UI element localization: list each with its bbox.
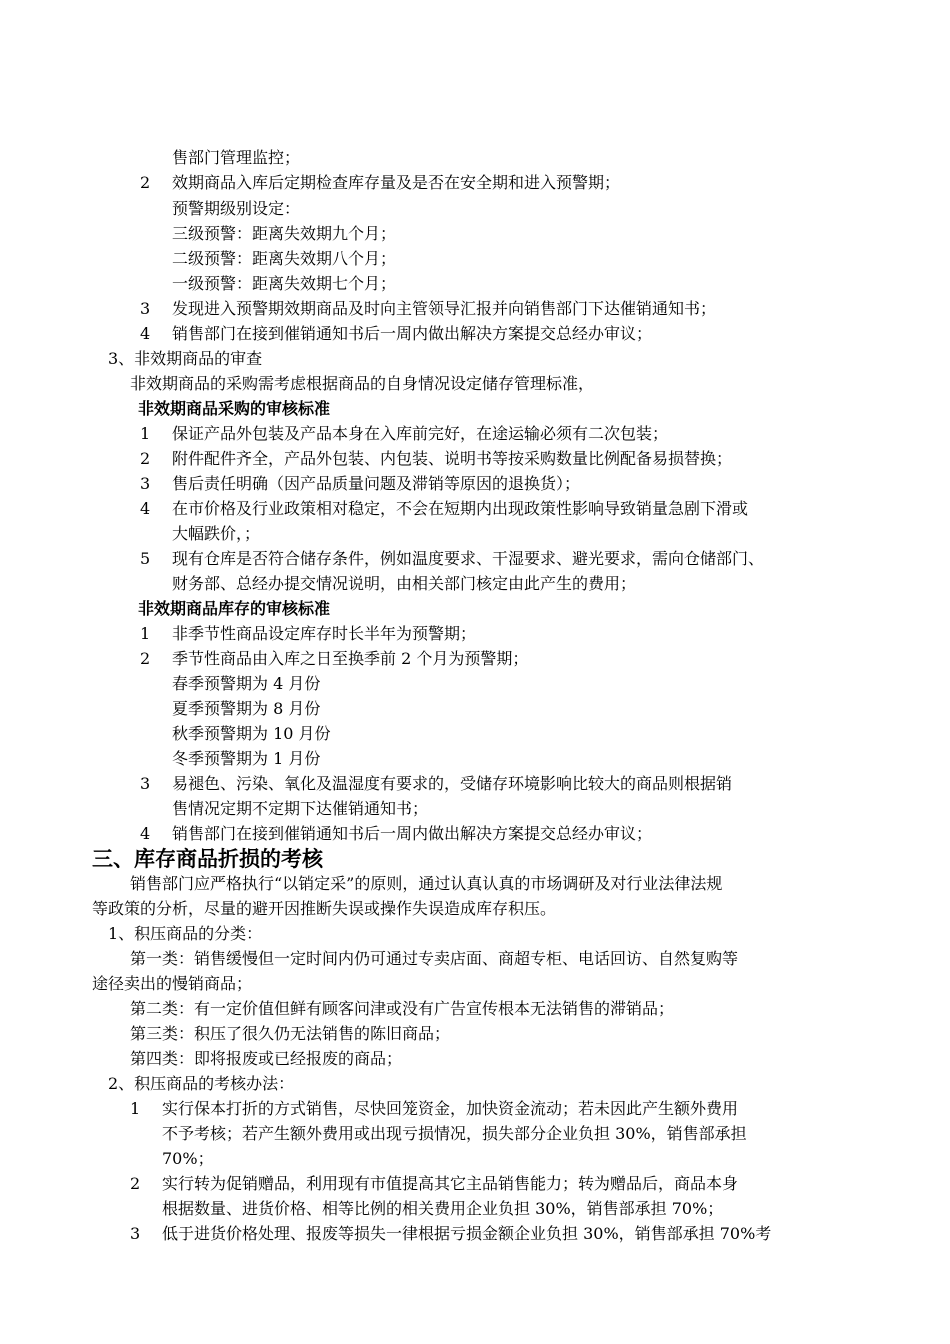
text-line: 冬季预警期为 1 月份 xyxy=(172,749,321,768)
list-number: 3 xyxy=(130,1224,141,1243)
text-line: 附件配件齐全，产品外包装、内包装、说明书等按采购数量比例配备易损替换； xyxy=(172,449,733,468)
text-line: 预警期级别设定： xyxy=(172,199,301,218)
list-number: 3 xyxy=(140,299,151,318)
text-line: 实行保本打折的方式销售，尽快回笼资金，加快资金流动；若未因此产生额外费用 xyxy=(162,1099,739,1118)
text-line: 易褪色、污染、氧化及温湿度有要求的，受储存环境影响比较大的商品则根据销 xyxy=(172,774,733,793)
text-line: 第二类：有一定价值但鲜有顾客问津或没有广告宣传根本无法销售的滞销品； xyxy=(130,999,675,1018)
text-line: 等政策的分析，尽量的避开因推断失误或操作失误造成库存积压。 xyxy=(92,899,557,918)
text-line: 夏季预警期为 8 月份 xyxy=(172,699,321,718)
text-line: 季节性商品由入库之日至换季前 2 个月为预警期； xyxy=(172,649,529,668)
text-line: 非效期商品的采购需考虑根据商品的自身情况设定储存管理标准， xyxy=(130,374,595,393)
list-number: 5 xyxy=(140,549,151,568)
text-line: 保证产品外包装及产品本身在入库前完好，在途运输必须有二次包装； xyxy=(172,424,669,443)
text-line: 二级预警：距离失效期八个月； xyxy=(172,249,397,268)
text-line: 70%； xyxy=(162,1149,214,1168)
section-heading: 2、积压商品的考核办法： xyxy=(108,1074,295,1093)
text-line: 途径卖出的慢销商品； xyxy=(92,974,253,993)
text-line: 效期商品入库后定期检查库存量及是否在安全期和进入预警期； xyxy=(172,173,621,192)
section-heading: 1、积压商品的分类： xyxy=(108,924,263,943)
list-number: 4 xyxy=(140,324,151,343)
text-line: 销售部门应严格执行“以销定采”的原则，通过认真认真的市场调研及对行业法律法规 xyxy=(130,874,723,893)
text-line: 大幅跌价，； xyxy=(172,524,261,543)
text-line: 第三类：积压了很久仍无法销售的陈旧商品； xyxy=(130,1024,451,1043)
text-line: 财务部、总经办提交情况说明，由相关部门核定由此产生的费用； xyxy=(172,574,637,593)
text-line: 三级预警：距离失效期九个月； xyxy=(172,224,397,243)
list-number: 1 xyxy=(140,424,151,443)
text-line: 第一类：销售缓慢但一定时间内仍可通过专卖店面、商超专柜、电话回访、自然复购等 xyxy=(130,949,739,968)
text-line: 现有仓库是否符合储存条件，例如温度要求、干湿要求、避光要求，需向仓储部门、 xyxy=(172,549,765,568)
text-line: 实行转为促销赠品，利用现有市值提高其它主品销售能力；转为赠品后，商品本身 xyxy=(162,1174,739,1193)
list-number: 4 xyxy=(140,824,151,843)
section-heading: 3、非效期商品的审查 xyxy=(108,349,263,368)
subheading: 非效期商品库存的审核标准 xyxy=(138,599,331,618)
text-line: 销售部门在接到催销通知书后一周内做出解决方案提交总经办审议； xyxy=(172,324,653,343)
text-line: 销售部门在接到催销通知书后一周内做出解决方案提交总经办审议； xyxy=(172,824,653,843)
text-line: 售情况定期不定期下达催销通知书； xyxy=(172,799,429,818)
text-line: 一级预警：距离失效期七个月； xyxy=(172,274,397,293)
text-line: 在市价格及行业政策相对稳定，不会在短期内出现政策性影响导致销量急剧下滑或 xyxy=(172,499,749,518)
text-line: 售部门管理监控； xyxy=(172,148,301,167)
list-number: 3 xyxy=(140,474,151,493)
list-number: 2 xyxy=(140,173,151,192)
text-line: 春季预警期为 4 月份 xyxy=(172,674,321,693)
list-number: 2 xyxy=(130,1174,141,1193)
list-number: 2 xyxy=(140,449,151,468)
list-number: 4 xyxy=(140,499,151,518)
text-line: 售后责任明确（因产品质量问题及滞销等原因的退换货）； xyxy=(172,474,581,493)
list-number: 3 xyxy=(140,774,151,793)
list-number: 2 xyxy=(140,649,151,668)
text-line: 不予考核；若产生额外费用或出现亏损情况，损失部分企业负担 30%，销售部承担 xyxy=(162,1124,747,1143)
text-line: 非季节性商品设定库存时长半年为预警期； xyxy=(172,624,477,643)
chapter-heading: 三、库存商品折损的考核 xyxy=(92,847,323,871)
list-number: 1 xyxy=(140,624,151,643)
text-line: 低于进货价格处理、报废等损失一律根据亏损金额企业负担 30%，销售部承担 70%考 xyxy=(162,1224,772,1243)
subheading: 非效期商品采购的审核标准 xyxy=(138,399,331,418)
list-number: 1 xyxy=(130,1099,141,1118)
text-line: 秋季预警期为 10 月份 xyxy=(172,724,331,743)
text-line: 根据数量、进货价格、相等比例的相关费用企业负担 30%，销售部承担 70%； xyxy=(162,1199,724,1218)
text-line: 发现进入预警期效期商品及时向主管领导汇报并向销售部门下达催销通知书； xyxy=(172,299,717,318)
text-line: 第四类：即将报废或已经报废的商品； xyxy=(130,1049,403,1068)
